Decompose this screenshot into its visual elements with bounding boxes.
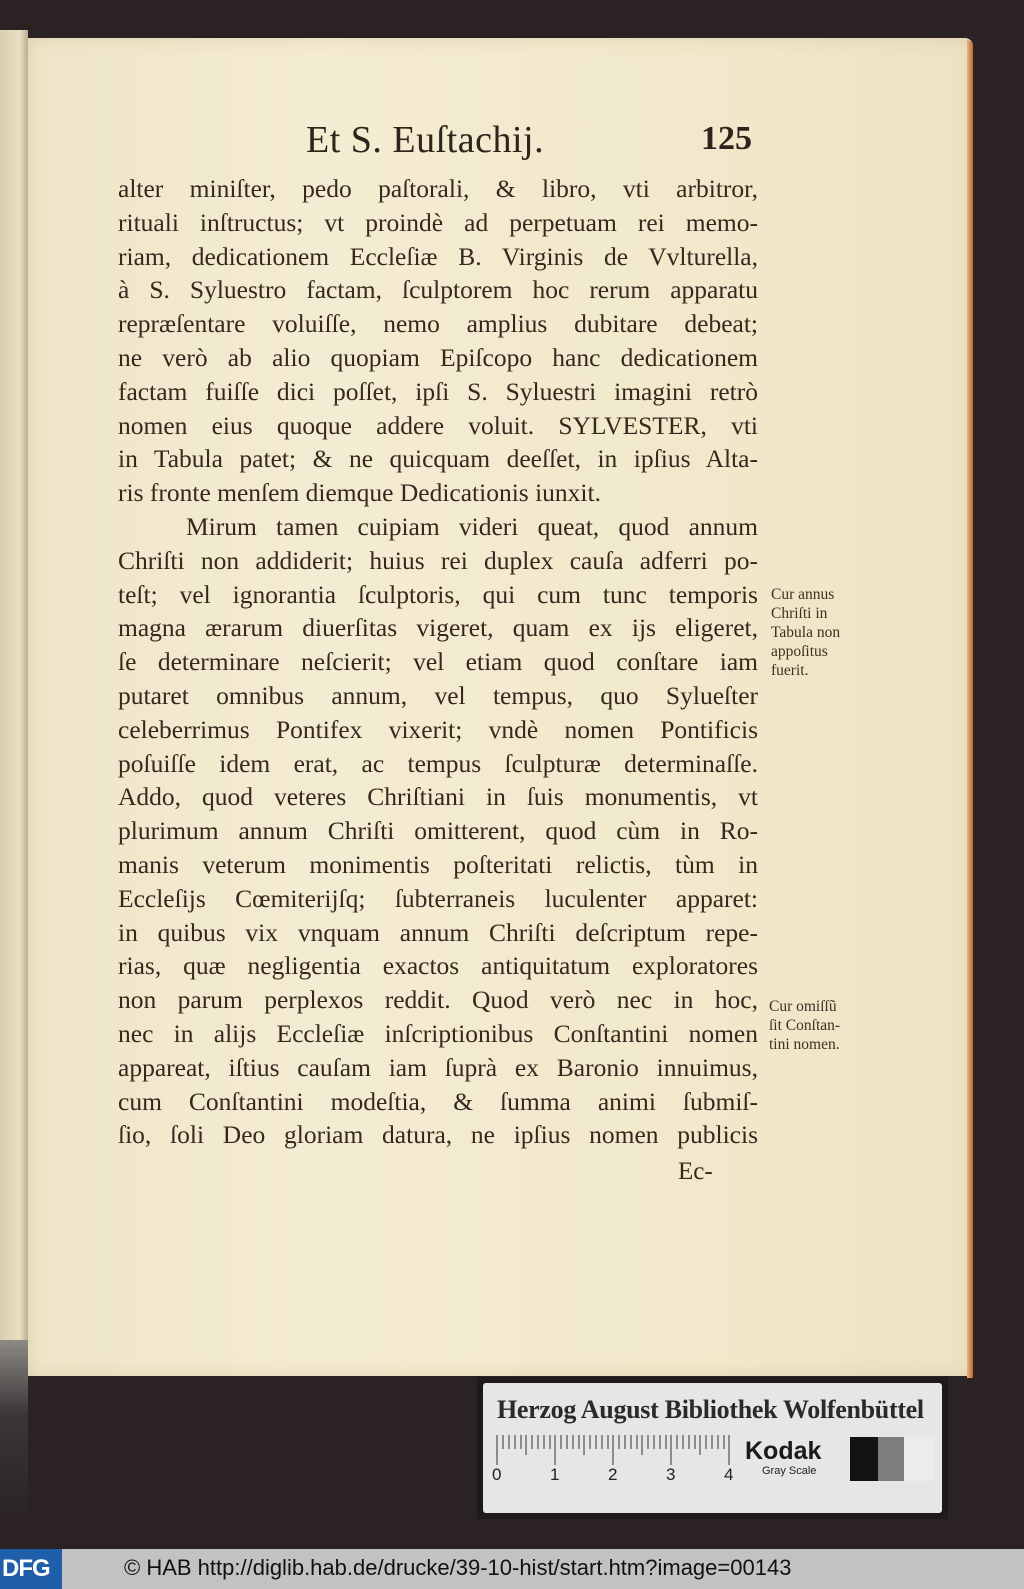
copyright-url[interactable]: © HAB http://diglib.hab.de/drucke/39-10-hist/start.htm?image=00143 — [124, 1555, 792, 1580]
text-line: rituali inſtructus; vt proindè ad perpetuam rei memo- — [118, 207, 758, 237]
margin-note-line: Cur omiſſũ — [769, 998, 837, 1015]
gray-swatch-white — [904, 1437, 934, 1481]
page-fore-edge — [967, 40, 973, 1378]
gray-swatch-mid — [878, 1437, 904, 1481]
text-line: repræſentare voluiſſe, nemo amplius dubitare debeat; — [118, 309, 758, 339]
text-line: riam, dedicationem Eccleſiæ B. Virginis de Vvlturella, — [118, 241, 758, 271]
text-line: nomen eius quoque addere voluit. SYLVESTER, vti — [118, 410, 758, 440]
text-line: ris fronte menſem diemque Dedicationis iunxit. — [118, 478, 601, 508]
text-line: in Tabula patet; & ne quicquam deeſſet, in ipſius Alta- — [118, 444, 758, 474]
footer-bar — [0, 1549, 1024, 1589]
text-line: non parum perplexos reddit. Quod verò nec in hoc, — [118, 985, 758, 1015]
page-number: 125 — [701, 120, 752, 157]
ruler-label: 0 — [492, 1465, 502, 1484]
text-line: ſio, ſoli Deo gloriam datura, ne ipſius nomen publicis — [118, 1120, 758, 1150]
previous-page-edge — [0, 30, 28, 1340]
gray-scale-label: Gray Scale — [762, 1465, 817, 1477]
text-line: ne verò ab alio quopiam Epiſcopo hanc dedicationem — [118, 342, 758, 372]
kodak-logo: Kodak — [745, 1437, 822, 1465]
text-line: teſt; vel ignorantia ſculptoris, qui cum tunc temporis — [118, 579, 758, 609]
ruler-label: 3 — [666, 1465, 676, 1484]
margin-note-line: Chriſti in — [771, 605, 828, 622]
text-line: cum Conſtantini modeſtia, & ſumma animi ſubmiſ- — [118, 1086, 758, 1116]
margin-note-line: Tabula non — [771, 624, 841, 641]
text-line: rias, quæ negligentia exactos antiquitatum exploratores — [118, 951, 758, 981]
text-line: Chriſti non addiderit; huius rei duplex cauſa adferri po- — [118, 545, 758, 575]
text-line: in quibus vix vnquam annum Chriſti deſcriptum repe- — [118, 917, 758, 947]
previous-page-shadow — [0, 1340, 28, 1525]
margin-note — [771, 585, 840, 680]
text-line: ſe determinare neſcierit; vel etiam quod conſtare iam — [118, 647, 758, 677]
text-line: Addo, quod veteres Chriſtiani in ſuis monumentis, vt — [118, 782, 758, 812]
ruler-label: 4 — [724, 1465, 734, 1484]
text-line: à S. Syluestro factam, ſculptorem hoc rerum apparatu — [118, 275, 758, 305]
ruler-scale — [492, 1433, 735, 1484]
margin-note-line: fuerit. — [771, 662, 809, 679]
running-title: Et S. Euſtachij. — [306, 119, 545, 161]
gray-swatch-black — [850, 1437, 878, 1481]
text-line: magna ærarum diuerſitas vigeret, quam ex ijs eligeret, — [118, 613, 758, 643]
margin-note-line: ſit Conſtan- — [769, 1017, 841, 1034]
text-line: Eccleſijs Cœmiterijſq; ſubterraneis luculenter apparet: — [118, 883, 758, 913]
paragraph-start-line: Mirum tamen cuipiam videri queat, quod annum — [186, 511, 758, 541]
page-header — [280, 118, 760, 168]
text-line: poſuiſſe idem erat, ac tempus ſculpturæ determinaſſe. — [118, 748, 758, 778]
margin-note-line: Cur annus — [771, 586, 835, 603]
text-line: manis veterum monimentis poſteritati relictis, tùm in — [118, 849, 758, 879]
body-text — [118, 172, 758, 1152]
ruler-label: 2 — [608, 1465, 618, 1484]
margin-note — [769, 997, 840, 1054]
text-line: alter miniſter, pedo paſtorali, & libro, vti arbitror, — [118, 174, 758, 203]
text-line: plurimum annum Chriſti omitterent, quod cùm in Ro- — [118, 816, 758, 846]
ruler-label: 1 — [550, 1465, 560, 1484]
text-line: appareat, iſtius cauſam iam ſuprà ex Baronio innuimus, — [118, 1052, 758, 1082]
text-line: factam fuiſſe dici poſſet, ipſi S. Syluestri imagini retrò — [118, 376, 758, 406]
margin-note-line: tini nomen. — [769, 1036, 840, 1053]
margin-note-line: appoſitus — [771, 643, 828, 660]
text-line: celeberrimus Pontifex vixerit; vndè nomen Pontificis — [118, 714, 758, 744]
dfg-logo: DFG — [0, 1549, 62, 1589]
color-target-card — [477, 1377, 948, 1519]
text-line: putaret omnibus annum, vel tempus, quo Sylueſter — [118, 680, 758, 710]
ruler-ticks-icon — [495, 1433, 735, 1467]
text-line: nec in alijs Eccleſiæ inſcriptionibus Conſtantini nomen — [118, 1018, 758, 1048]
catchword: Ec- — [678, 1158, 713, 1185]
library-name: Herzog August Bibliothek Wolfenbüttel — [497, 1395, 924, 1424]
